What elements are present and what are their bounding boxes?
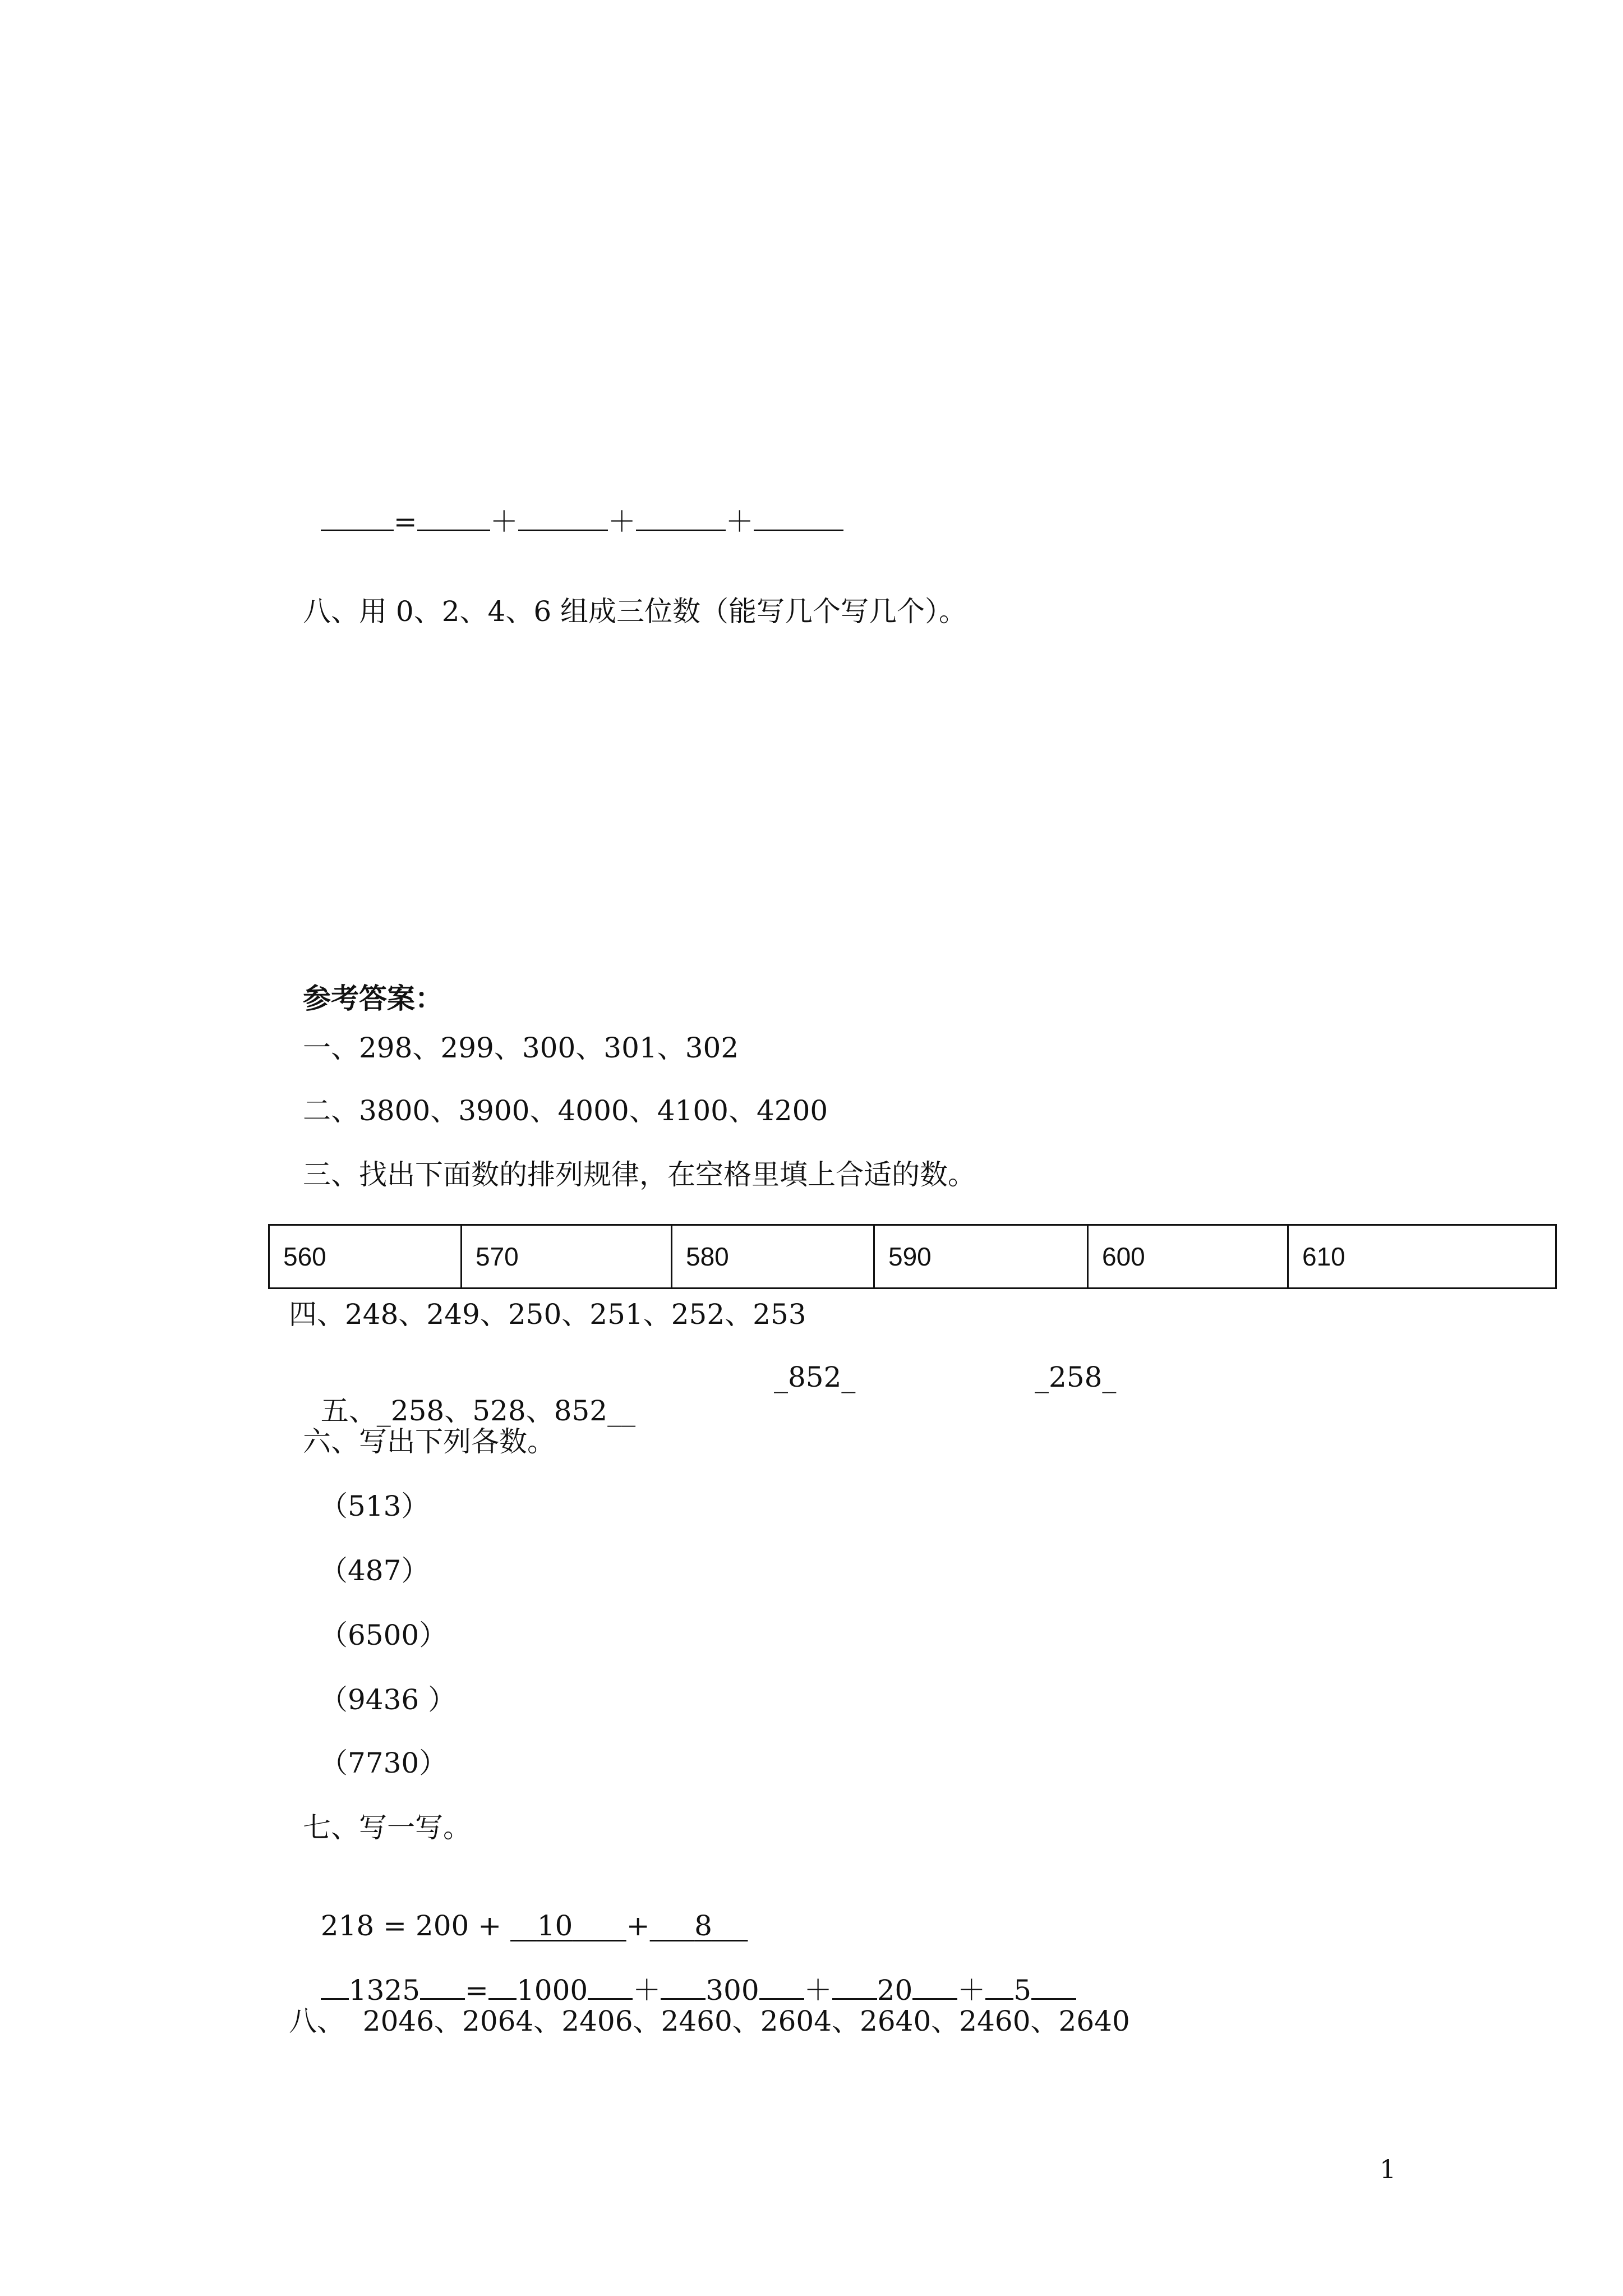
sequence-table	[268, 1224, 1557, 1289]
blank	[1031, 1975, 1076, 2000]
blank	[636, 506, 726, 531]
answer-7-value-1-text: 10	[537, 1910, 573, 1942]
blank	[488, 1975, 517, 2000]
table-cell: 580	[672, 1225, 874, 1289]
plus-sign: +	[626, 1910, 650, 1942]
blank	[661, 1975, 706, 2000]
answer-6-item: （6500）	[320, 1619, 448, 1651]
answer-5-part-3: _258_	[1035, 1361, 1117, 1393]
plus-sign: ＋	[957, 1974, 986, 2007]
answers-heading: 参考答案：	[303, 982, 443, 1015]
blank	[912, 1975, 957, 2000]
plus-sign: ＋	[607, 505, 636, 538]
answer-6-item: （513）	[320, 1490, 430, 1522]
plus-sign: ＋	[804, 1974, 832, 2007]
answer-7-value-2-text: 8	[694, 1910, 712, 1942]
answer-5	[303, 1360, 635, 1428]
table-cell: 560	[269, 1225, 462, 1289]
answer-7-part-1: 1000	[516, 1974, 588, 2007]
plus-sign: ＋	[490, 505, 518, 538]
blank	[321, 1975, 349, 2000]
answer-6-item: （9436 ）	[320, 1683, 457, 1716]
answer-3-title: 三、找出下面数的排列规律，在空格里填上合适的数。	[303, 1158, 976, 1191]
answer-7-title: 七、写一写。	[303, 1811, 471, 1844]
blank	[420, 1975, 465, 2000]
answer-7-part-2: 300	[706, 1974, 759, 2007]
answer-4: 四、248、249、250、251、252、253	[289, 1298, 806, 1331]
answer-8: 八、 2046、2064、2406、2460、2604、2640、2460、2640	[289, 2005, 1130, 2037]
answer-5-part-2: _852_	[774, 1361, 856, 1393]
answer-7-total: 1325	[348, 1974, 421, 2007]
blank	[759, 1975, 804, 2000]
table-cell: 600	[1088, 1225, 1288, 1289]
table-cell: 570	[462, 1225, 672, 1289]
answer-6-item: （7730）	[320, 1747, 448, 1779]
plus-sign: ＋	[725, 505, 754, 538]
blank	[832, 1975, 877, 2000]
answer-7-value-2	[650, 1910, 748, 1942]
formula-blank-line	[303, 471, 843, 539]
question-8-title: 八、用 0、2、4、6 组成三位数（能写几个写几个）。	[303, 595, 967, 628]
blank	[518, 506, 608, 531]
answer-1: 一、298、299、300、301、302	[303, 1032, 739, 1064]
blank	[754, 506, 843, 531]
table-cell: 590	[874, 1225, 1088, 1289]
equals-sign: =	[393, 505, 417, 538]
table-cell: 610	[1288, 1225, 1556, 1289]
answer-2: 二、3800、3900、4000、4100、4200	[303, 1094, 828, 1127]
blank	[588, 1975, 633, 2000]
answer-7-lhs: 218 = 200 +	[320, 1910, 511, 1942]
plus-sign: ＋	[633, 1974, 661, 2007]
answer-7-line-1	[303, 1875, 748, 1943]
blank	[985, 1975, 1013, 2000]
answer-7-part-3: 20	[877, 1974, 913, 2007]
answer-6-item: （487）	[320, 1554, 430, 1587]
answer-7-part-4: 5	[1013, 1974, 1032, 2007]
answer-6-title: 六、写出下列各数。	[303, 1425, 555, 1458]
answer-5-part-1: _258、528、852__	[376, 1395, 636, 1427]
table-row	[269, 1225, 1556, 1289]
blank	[417, 506, 490, 531]
blank	[321, 506, 394, 531]
answer-7-value-1	[510, 1910, 626, 1942]
page-number: 1	[1380, 2154, 1396, 2184]
equals-sign: =	[465, 1974, 488, 2007]
answer-7-line-2	[303, 1940, 1076, 2007]
answer-5-prefix: 五、	[320, 1395, 377, 1427]
